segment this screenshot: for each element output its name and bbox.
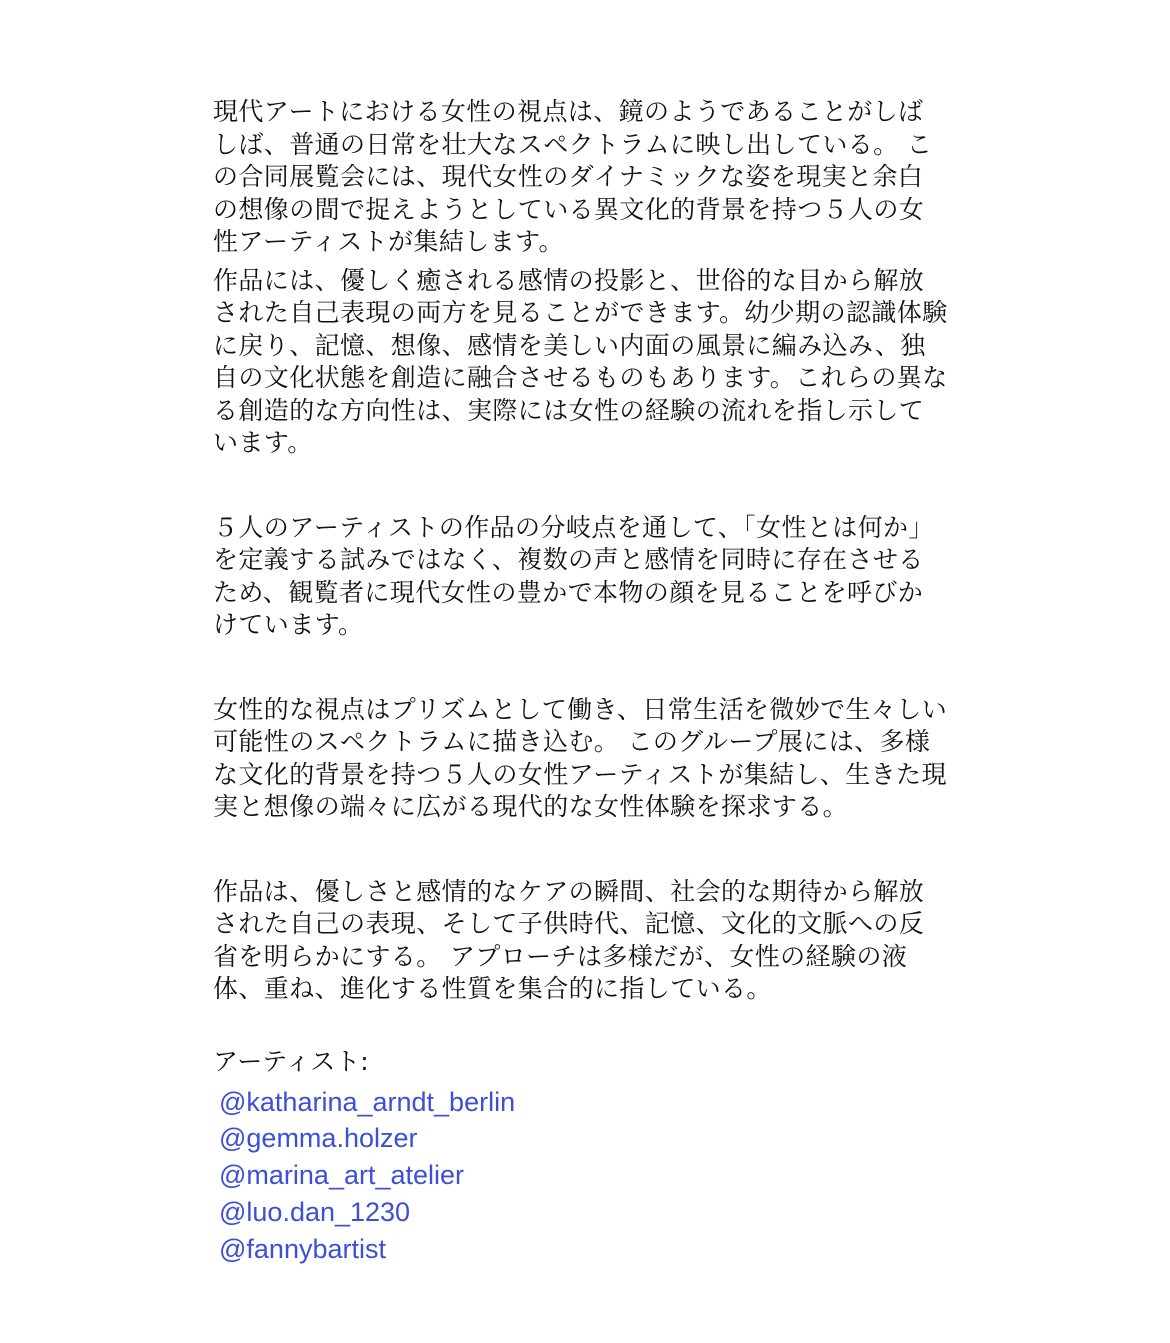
paragraph-divergence: ５人のアーティストの作品の分岐点を通して、「女性とは何か」を定義する試みではなく、複数の声と感情を同時に存在させるため、観覧者に現代女性の豊かで本物の顔を見ることを呼びかけています。 — [213, 512, 934, 639]
post-caption — [213, 96, 948, 1267]
artist-mentions-list — [213, 1084, 948, 1268]
paragraph-works: 作品には、優しく癒される感情の投影と、世俗的な目から解放された自己表現の両方を見ることができます。幼少期の認識体験に戻り、記憶、想像、感情を美しい内面の風景に編み込み、独自の文化状態を創造に融合させるものもあります。これらの異なる創造的な方向性は、実際には女性の経験の流れを指し示しています。 — [213, 265, 948, 457]
mention-link-luo-dan-1230[interactable]: @luo.dan_1230 — [219, 1196, 411, 1227]
mention-link-fannybartist[interactable]: @fannybartist — [219, 1233, 386, 1264]
artists-label: アーティスト: — [213, 1046, 369, 1076]
paragraph-approach: 作品は、優しさと感情的なケアの瞬間、社会的な期待から解放された自己の表現、そして子供時代、記憶、文化的文脈への反省を明らかにする。 アプローチは多様だが、女性の経験の液体、重ね、進化する性質を集合的に指している。 — [213, 876, 925, 1003]
paragraph-prism: 女性的な視点はプリズムとして働き、日常生活を微妙で生々しい可能性のスペクトラムに描き込む。 このグループ展には、多様な文化的背景を持つ５人の女性アーティストが集結し、生きた現実と想像の端々に広がる現代的な女性体験を探求する。 — [213, 694, 948, 821]
mention-link-marina-art-atelier[interactable]: @marina_art_atelier — [219, 1160, 465, 1191]
paragraph-intro: 現代アートにおける女性の視点は、鏡のようであることがしばしば、普通の日常を壮大なスペクトラムに映し出している。 この合同展覧会には、現代女性のダイナミックな姿を現実と余白の想像の間で捉えようとしている異文化的背景を持つ５人の女性アーティストが集結します。 — [213, 97, 933, 256]
mention-link-gemma-holzer[interactable]: @gemma.holzer — [219, 1123, 418, 1154]
mention-link-katharina-arndt-berlin[interactable]: @katharina_arndt_berlin — [219, 1086, 516, 1117]
